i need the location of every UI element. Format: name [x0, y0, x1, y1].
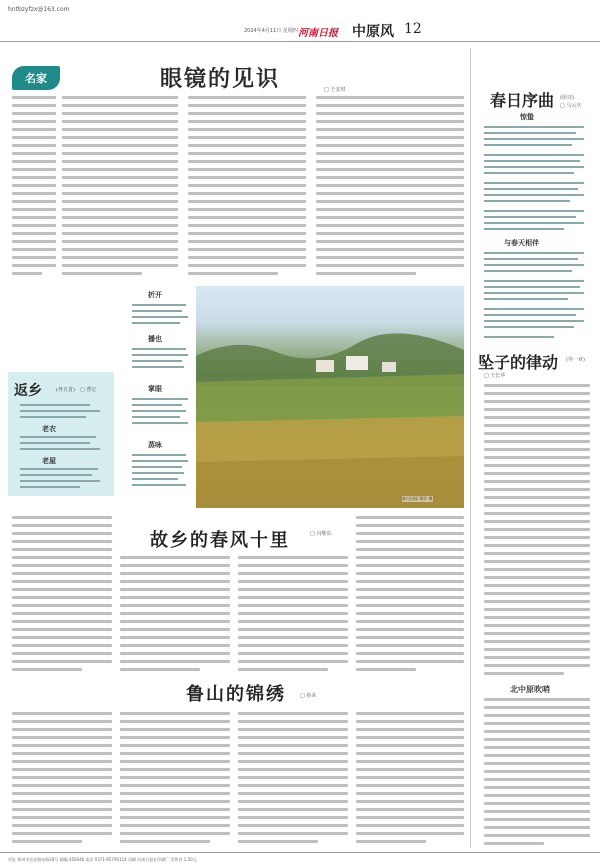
photo-landscape-shapes: [196, 286, 464, 508]
poem-band-author: □ 曹宏: [80, 387, 97, 393]
masthead-paper-logo: 河南日报: [298, 28, 338, 39]
column-divider: [470, 48, 471, 848]
page-footer: [0, 852, 600, 867]
spring-prelude-title: 春日序曲: [490, 91, 555, 110]
poem-title-2: 老屋: [42, 456, 56, 465]
spring-prelude-poem-1: 惊蛰: [520, 112, 534, 121]
mid-poem-column: [126, 290, 192, 506]
mid-poem-title-1: 折开: [148, 290, 162, 299]
masthead: [0, 0, 600, 42]
spring-prelude-author: □ 马云庆: [560, 103, 582, 109]
mid-poem-title-4: 蒸咏: [148, 440, 162, 449]
poem-title-1: 老衣: [42, 424, 56, 433]
masthead-page-number: 12: [404, 21, 422, 37]
main-article-title: 眼镜的见识: [160, 66, 281, 92]
column-tag: 名家: [12, 66, 60, 90]
photo-caption: 春日田园 郑好 摄: [402, 496, 433, 501]
lushan-article-author: □ 孙荣: [300, 693, 317, 699]
pendant-rhythm-author: □ 王长华: [484, 373, 506, 379]
mid-poem-title-3: 掌眼: [148, 384, 162, 393]
spring-prelude-subtitle: (组诗): [560, 95, 574, 101]
spring-article-title: 故乡的春风十里: [150, 530, 290, 551]
masthead-email: hntbzyfzx@163.com: [8, 6, 70, 13]
masthead-section: 中原风: [352, 24, 394, 40]
footer-text: 社址 郑州市农业路东路28号 邮编 450046 电话 0371-65795114 印刷 河南日报社印刷厂 零售价 1.50元: [8, 857, 197, 862]
masthead-date: 2024年4月11日 星期四: [244, 28, 298, 34]
lushan-article-title: 鲁山的锦绣: [186, 684, 286, 705]
spring-article-author: □ 冯继东: [310, 531, 332, 537]
poem-band-subtitle: (外五首): [56, 387, 75, 393]
pendant-rhythm-title: 坠子的律动: [478, 353, 559, 372]
mid-poem-title-2: 播也: [148, 334, 162, 343]
pendant-rhythm-subtitle: (外一章): [566, 357, 585, 363]
main-article-author: □ 王安琪: [324, 87, 346, 93]
north-plains-subtitle: 北中原吹哨: [510, 684, 550, 694]
spring-prelude-poem-2: 与春天相伴: [504, 238, 539, 247]
poem-band-title: 返乡: [14, 383, 42, 399]
countryside-photo: [196, 286, 464, 508]
